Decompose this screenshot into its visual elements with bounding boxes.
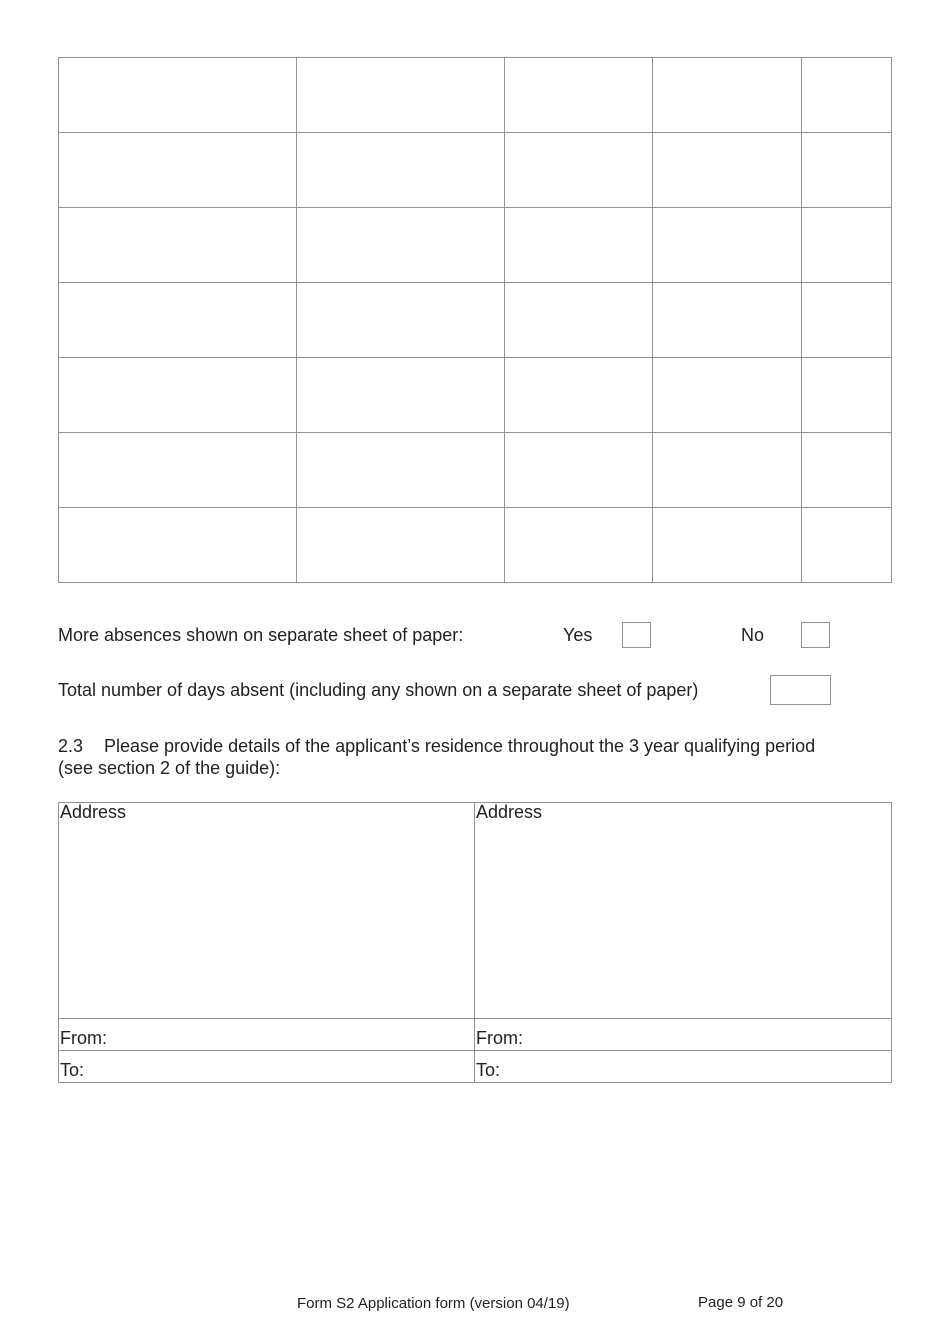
table-cell[interactable]	[297, 433, 505, 508]
absences-table-body	[59, 58, 892, 583]
table-row	[59, 508, 892, 583]
from-field-1[interactable]	[59, 1019, 475, 1051]
table-cell[interactable]	[802, 508, 892, 583]
yes-checkbox[interactable]	[622, 622, 651, 648]
table-cell[interactable]	[59, 208, 297, 283]
table-row	[59, 208, 892, 283]
table-cell[interactable]	[505, 283, 653, 358]
table-cell[interactable]	[653, 208, 802, 283]
table-cell[interactable]	[802, 58, 892, 133]
to-field-1[interactable]	[59, 1051, 475, 1083]
table-cell[interactable]	[59, 358, 297, 433]
address-label-2: Address	[476, 802, 543, 822]
table-cell[interactable]	[653, 358, 802, 433]
table-cell[interactable]	[297, 358, 505, 433]
no-checkbox[interactable]	[801, 622, 830, 648]
table-cell[interactable]	[59, 508, 297, 583]
table-cell[interactable]	[505, 208, 653, 283]
to-field-2[interactable]	[475, 1051, 892, 1083]
table-row	[59, 133, 892, 208]
table-row	[59, 358, 892, 433]
section-2-3-number: 2.3	[58, 736, 84, 756]
table-row	[59, 283, 892, 358]
table-cell[interactable]	[297, 208, 505, 283]
separate-sheet-question: More absences shown on separate sheet of paper:	[58, 625, 464, 645]
to-label-2: To:	[476, 1060, 501, 1080]
table-cell[interactable]	[59, 433, 297, 508]
section-2-3-question: Please provide details of the applicant’s residence throughout the 3 year qualifying period	[104, 736, 816, 756]
table-cell[interactable]	[802, 208, 892, 283]
table-cell[interactable]	[802, 283, 892, 358]
table-cell[interactable]	[297, 133, 505, 208]
table-cell[interactable]	[802, 358, 892, 433]
table-cell[interactable]	[802, 133, 892, 208]
table-cell[interactable]	[297, 58, 505, 133]
table-cell[interactable]	[653, 508, 802, 583]
yes-label: Yes	[563, 625, 593, 645]
table-cell[interactable]	[802, 433, 892, 508]
table-cell[interactable]	[297, 283, 505, 358]
footer-form-name: Form S2 Application form (version 04/19)	[297, 1295, 570, 1312]
from-label-1: From:	[60, 1028, 107, 1048]
table-cell[interactable]	[59, 58, 297, 133]
absences-table	[58, 57, 892, 583]
total-days-input[interactable]	[770, 675, 831, 705]
from-field-2[interactable]	[475, 1019, 892, 1051]
table-cell[interactable]	[653, 433, 802, 508]
no-label: No	[741, 625, 765, 645]
table-cell[interactable]	[505, 433, 653, 508]
table-cell[interactable]	[505, 58, 653, 133]
address-field-2[interactable]	[475, 803, 892, 1019]
table-cell[interactable]	[653, 58, 802, 133]
from-label-2: From:	[476, 1028, 523, 1048]
table-row	[59, 433, 892, 508]
table-cell[interactable]	[653, 133, 802, 208]
table-cell[interactable]	[297, 508, 505, 583]
table-cell[interactable]	[505, 133, 653, 208]
section-2-3-question-continued: (see section 2 of the guide):	[58, 758, 281, 778]
table-cell[interactable]	[59, 283, 297, 358]
address-label-1: Address	[60, 802, 127, 822]
to-label-1: To:	[60, 1060, 85, 1080]
table-cell[interactable]	[653, 283, 802, 358]
table-cell[interactable]	[505, 508, 653, 583]
table-cell[interactable]	[505, 358, 653, 433]
residence-table	[58, 802, 892, 1083]
footer-page-number: Page 9 of 20	[698, 1294, 784, 1311]
address-field-1[interactable]	[59, 803, 475, 1019]
table-cell[interactable]	[59, 133, 297, 208]
table-row	[59, 58, 892, 133]
total-days-label: Total number of days absent (including any shown on a separate sheet of paper)	[58, 680, 699, 700]
